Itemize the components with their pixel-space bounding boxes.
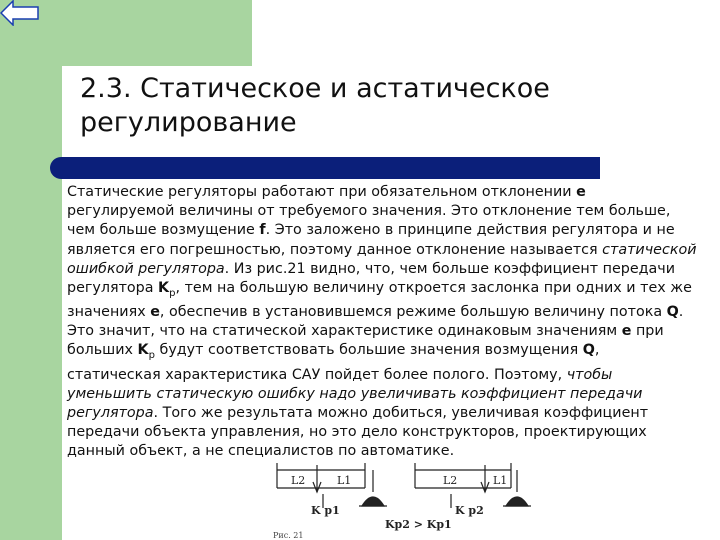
text-run: , тем на большую величину откроется заслонка при одних и тех же значениях	[67, 280, 692, 321]
var-f: f	[259, 222, 266, 239]
text-run: . Того же результата можно добиться, увеличивая коэффициент передачи объекта управления, но это дело конструкторов, проектирующих данный объект, а не специалистов по автоматике.	[67, 404, 649, 460]
var-kp-sub: р	[148, 350, 155, 362]
text-run: . Это заложено в принципе действия регулятора и не является его погрешностью, поэтому данное отклонение называется	[67, 222, 675, 258]
label-l1-left: L1	[337, 474, 352, 487]
label-l2-left: L2	[291, 474, 306, 487]
left-decor-band	[0, 0, 62, 540]
relation-kp2-gt-kp1: Kp2 > Kp1	[385, 518, 452, 531]
text-run: . Из рис.21 видно, что, чем больше коэффициент передачи регулятора	[67, 260, 676, 297]
var-q: Q	[666, 304, 679, 321]
back-arrow-icon[interactable]	[0, 0, 40, 26]
text-run: будут соответствовать большие значения возмущения	[154, 342, 583, 359]
term-static-error: статической ошибкой регулятора	[67, 241, 697, 277]
text-run: , обеспечив в установившемся режиме большую величину потока	[159, 304, 667, 321]
text-run: регулируемой величины от требуемого значения. Это отклонение тем больше, чем больше возмущение	[67, 203, 671, 239]
label-kp1: K p1	[311, 504, 340, 517]
var-kp: K	[158, 280, 170, 297]
label-l2-right: L2	[443, 474, 458, 487]
figure-caption: Рис. 21	[273, 531, 304, 540]
text-run: при больших	[67, 323, 664, 359]
label-kp2: K p2	[455, 504, 484, 517]
var-e: е	[621, 323, 632, 340]
slide-title	[80, 72, 680, 140]
lever-mechanism-right	[415, 463, 531, 508]
var-e: е	[576, 184, 586, 200]
title-underline-bar	[62, 157, 600, 179]
body-paragraph	[67, 183, 697, 462]
label-l1-right: L1	[493, 474, 508, 487]
var-kp-sub: р	[169, 287, 176, 299]
text-run: , статическая характеристика САУ пойдет более полого. Поэтому,	[67, 342, 600, 383]
var-kp: K	[137, 342, 149, 359]
var-e: е	[150, 304, 160, 321]
term-conclusion: чтобы уменьшить статическую ошибку надо увеличивать коэффициент передачи регулятора	[67, 366, 643, 421]
title-line-1: 2.3. Статическое и астатическое	[80, 73, 550, 104]
figure-21-lever-diagram	[255, 448, 555, 540]
title-line-2: регулирование	[80, 107, 297, 138]
var-q: Q	[582, 342, 595, 359]
text-run: . Это значит, что на статической характеристике одинаковым значениям	[67, 304, 684, 340]
text-run: Статические регуляторы работают при обязательном отклонении	[67, 184, 577, 200]
